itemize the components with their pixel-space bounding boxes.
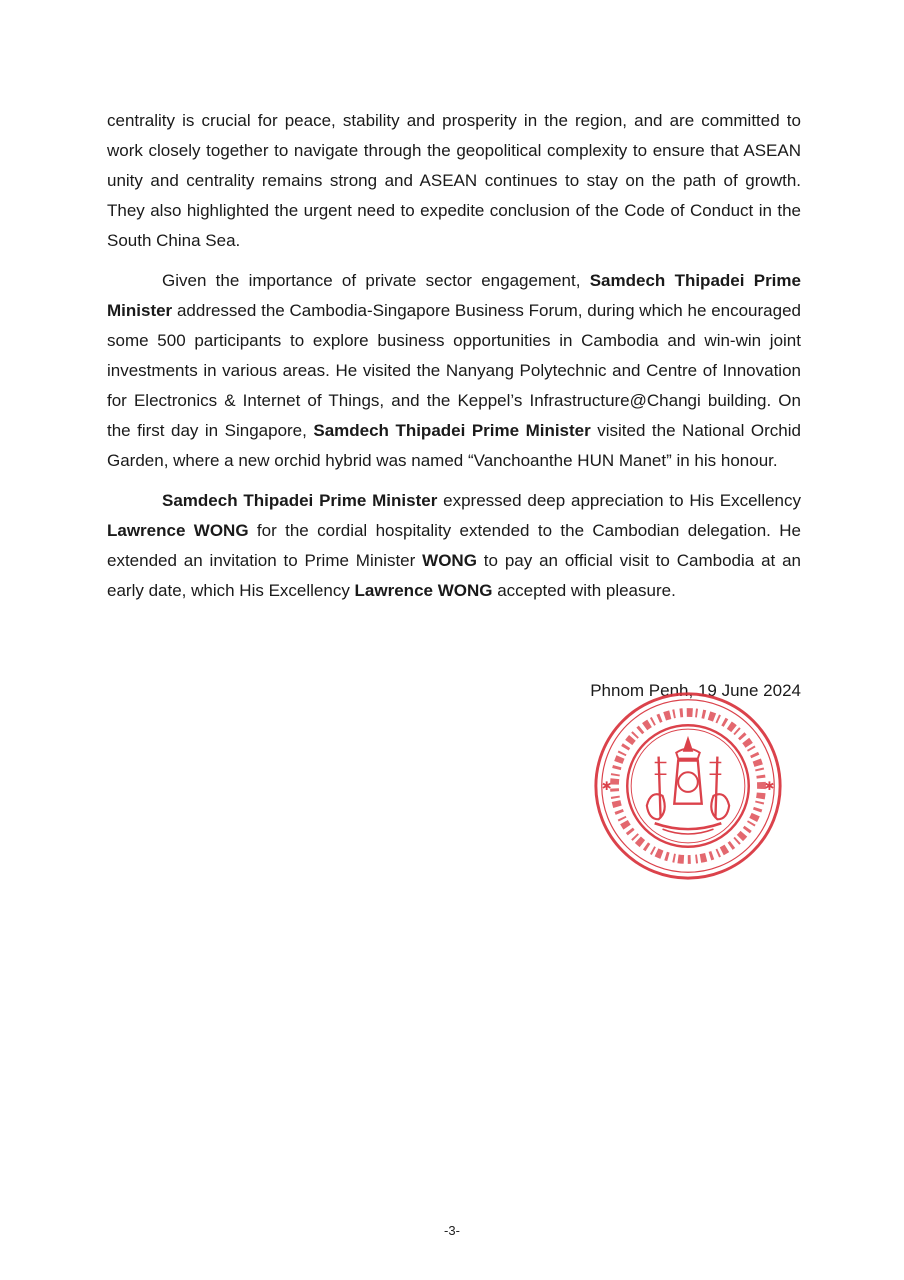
- bold-text: Samdech Thipadei Prime Minister: [313, 421, 591, 440]
- text-segment: addressed the Cambodia-Singapore Business Forum, during which he encouraged some 500 participants to explore business opportunities in Cambodia and win-win joint investments in various areas. He visited the Nanyang Polytechnic and Centre of Innovation for Electronics & Internet of Things, and the Keppel’s Infrastructure@Changi building. On the first day in Singapore,: [107, 301, 801, 440]
- paragraph: [107, 106, 801, 256]
- bold-text: Samdech Thipadei Prime Minister: [107, 271, 801, 320]
- bold-text: WONG: [422, 551, 477, 570]
- text-segment: accepted with pleasure.: [492, 581, 676, 600]
- svg-text:✱: ✱: [764, 778, 775, 793]
- date-line: Phnom Penh, 19 June 2024: [590, 681, 801, 700]
- text-segment: for the cordial hospitality extended to the Cambodian delegation. He extended an invitation to Prime Minister: [107, 521, 801, 570]
- text-segment: Given the importance of private sector engagement,: [162, 271, 590, 290]
- text-segment: expressed deep appreciation to His Excellency: [437, 491, 802, 510]
- text-segment: centrality is crucial for peace, stability and prosperity in the region, and are committed to work closely together to navigate through the geopolitical complexity to ensure that ASEAN unity and centrality remains strong and ASEAN continues to stay on the path of growth. They also highlighted the urgent need to expedite conclusion of the Code of Conduct in the South China Sea.: [107, 111, 801, 250]
- body-text: [107, 106, 801, 616]
- text-segment: to pay an official visit to Cambodia at an early date, which His Excellency: [107, 551, 802, 600]
- page-number: -3-: [444, 1223, 460, 1238]
- bold-text: Samdech Thipadei Prime Minister: [162, 491, 438, 510]
- text-segment: visited the National Orchid Garden, where a new orchid hybrid was named “Vanchoanthe HUN Manet” in his honour.: [107, 421, 801, 470]
- paragraph: [107, 486, 801, 606]
- royal-seal-icon: [590, 688, 786, 884]
- svg-text:✱: ✱: [601, 778, 612, 793]
- paragraph: [107, 266, 801, 476]
- bold-text: Lawrence WONG: [107, 521, 249, 540]
- bold-text: Lawrence WONG: [354, 581, 493, 600]
